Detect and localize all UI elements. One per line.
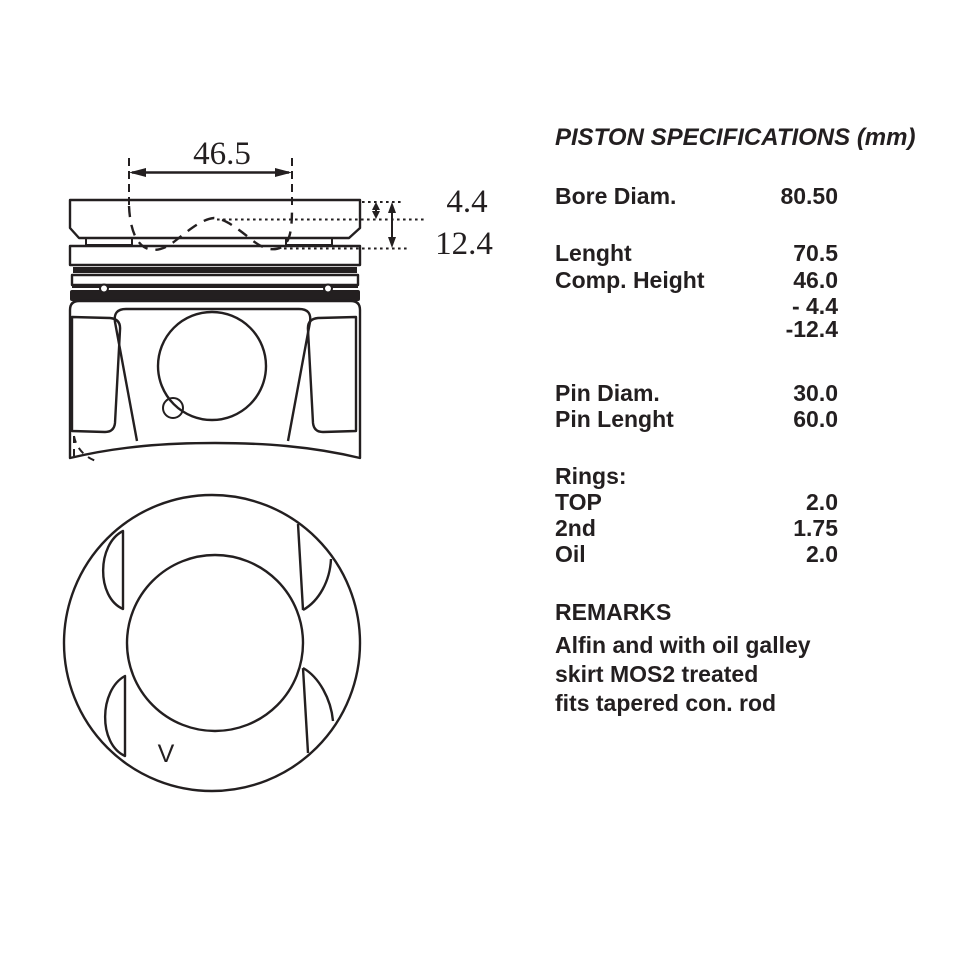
spec-label: Lenght bbox=[555, 240, 632, 266]
spec-value: 60.0 bbox=[793, 406, 838, 432]
spec-row-lenght bbox=[555, 241, 838, 266]
spec-label: Comp. Height bbox=[555, 267, 705, 293]
remark-line-1: Alfin and with oil galley bbox=[555, 632, 811, 658]
spec-value: 80.50 bbox=[780, 183, 838, 209]
spec-label: 2nd bbox=[555, 515, 596, 541]
spec-row-comp-height-minus-12-4 bbox=[555, 317, 838, 342]
spec-row-ring-oil bbox=[555, 542, 838, 567]
remark-line-2: skirt MOS2 treated bbox=[555, 661, 759, 687]
spec-title: PISTON SPECIFICATIONS (mm) bbox=[555, 124, 916, 151]
spec-label: TOP bbox=[555, 489, 602, 515]
remarks-title: REMARKS bbox=[555, 599, 672, 625]
spec-row-ring-2nd bbox=[555, 516, 838, 541]
spec-value: 46.0 bbox=[793, 267, 838, 293]
spec-value: 2.0 bbox=[806, 489, 838, 515]
spec-value: 30.0 bbox=[793, 380, 838, 406]
spec-label: Rings: bbox=[555, 463, 627, 489]
spec-label: Pin Diam. bbox=[555, 380, 660, 406]
dim-label-width: 46.5 bbox=[193, 136, 251, 172]
dim-label-12-4: 12.4 bbox=[435, 226, 493, 262]
spec-row-bore-diam bbox=[555, 184, 838, 209]
spec-value: - 4.4 bbox=[791, 293, 838, 319]
dim-label-4-4: 4.4 bbox=[446, 184, 488, 220]
front-mark-v: V bbox=[157, 740, 175, 768]
spec-value: -12.4 bbox=[785, 316, 838, 342]
spec-row-ring-top bbox=[555, 490, 838, 515]
spec-value: 2.0 bbox=[806, 541, 838, 567]
spec-label: Oil bbox=[555, 541, 586, 567]
spec-row-rings-header bbox=[555, 464, 838, 489]
spec-label: Bore Diam. bbox=[555, 183, 677, 209]
spec-value: 70.5 bbox=[793, 240, 838, 266]
spec-row-comp-height bbox=[555, 268, 838, 293]
spec-row-pin-diam bbox=[555, 381, 838, 406]
spec-value: 1.75 bbox=[793, 515, 838, 541]
spec-row-pin-lenght bbox=[555, 407, 838, 432]
remark-line-3: fits tapered con. rod bbox=[555, 690, 777, 716]
spec-label: Pin Lenght bbox=[555, 406, 674, 432]
